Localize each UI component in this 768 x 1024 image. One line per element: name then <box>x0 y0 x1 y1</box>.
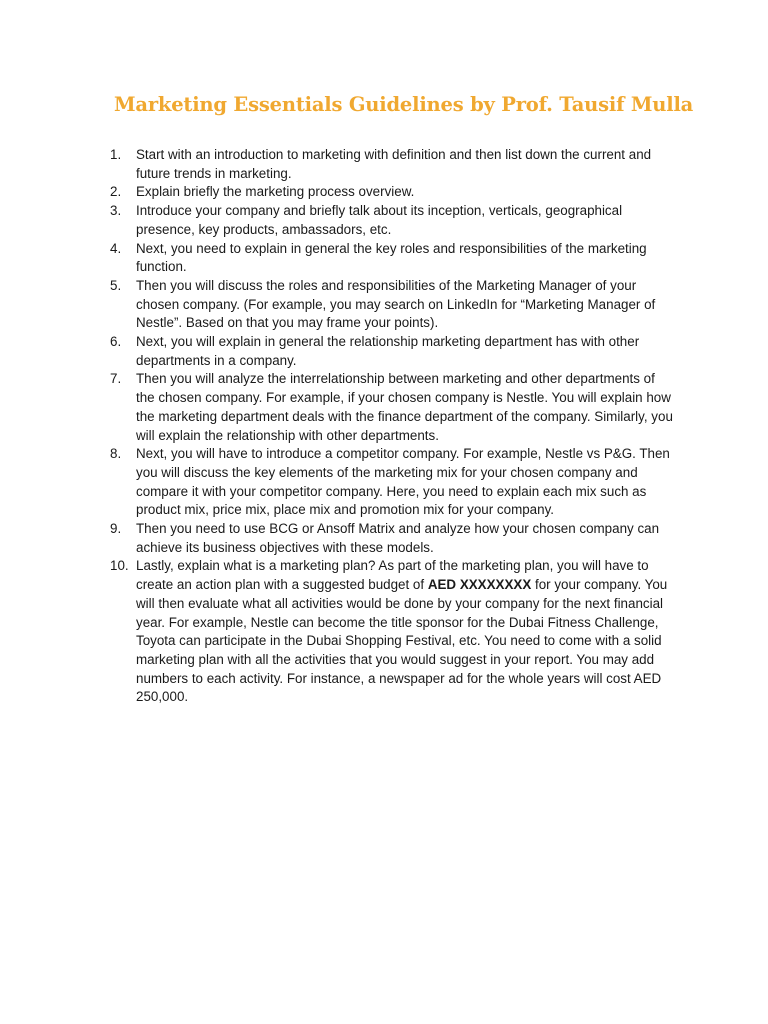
list-item <box>110 183 676 202</box>
budget-placeholder: AED XXXXXXXX <box>427 577 532 593</box>
document-title: Marketing Essentials Guidelines by Prof. Tausif Mulla <box>114 93 694 116</box>
list-item <box>110 333 676 370</box>
list-item-number: 10. <box>110 558 129 574</box>
list-item-text: Introduce your company and briefly talk about its inception, verticals, geographical presence, key products, ambassadors, etc. <box>136 203 623 237</box>
list-item-number: 3. <box>110 203 122 219</box>
list-item-number: 8. <box>110 446 122 462</box>
list-item <box>110 202 676 239</box>
list-item-text <box>136 558 667 704</box>
list-item-text: Then you need to use BCG or Ansoff Matrix and analyze how your chosen company can achieve its business objectives with these models. <box>136 521 660 555</box>
list-item-text: Explain briefly the marketing process overview. <box>136 184 415 200</box>
list-item <box>110 370 676 445</box>
list-item-number: 1. <box>110 147 122 162</box>
list-item-number: 4. <box>110 240 122 256</box>
list-item-number: 2. <box>110 184 122 200</box>
list-item <box>110 277 676 333</box>
list-item <box>110 520 676 557</box>
list-item-text-before: Lastly, explain what is a marketing plan? As part of the marketing plan, you will have to create an action plan with a suggested budget of <box>136 558 649 593</box>
list-item-text: Next, you need to explain in general the key roles and responsibilities of the marketing function. <box>136 240 647 275</box>
list-item <box>110 146 676 183</box>
list-item-number: 5. <box>110 277 122 293</box>
list-item-text: Next, you will explain in general the relationship marketing department has with other departments in a company. <box>136 334 640 368</box>
list-item <box>110 240 676 277</box>
list-item-text: Then you will analyze the interrelationship between marketing and other departments of the chosen company. For example, if your chosen company is Nestle. You will explain how the marketing department deals with the finance department of the company. Similarly, you will explain the relationship with other departments. <box>136 371 673 443</box>
list-item <box>110 445 676 520</box>
guidelines-list <box>110 146 676 707</box>
list-item-number: 9. <box>110 521 122 537</box>
list-item-text: Start with an introduction to marketing with definition and then list down the current and future trends in marketing. <box>136 147 652 181</box>
list-item-text-after: for your company. You will then evaluate what all activities would be done by your company for the next financial year. For example, Nestle can become the title sponsor for the Dubai Fitness Challenge, Toyota can participate in the Dubai Shopping Festival, etc. You need to come with a solid marketing plan with all the activities that you would suggest in your report. You may add numbers to each activity. For instance, a newspaper ad for the whole years will cost AED 250,000. <box>136 577 668 705</box>
list-item-number: 6. <box>110 334 122 350</box>
list-item <box>110 557 676 707</box>
list-item-number: 7. <box>110 371 122 387</box>
list-item-text: Then you will discuss the roles and responsibilities of the Marketing Manager of your chosen company. (For example, you may search on LinkedIn for “Marketing Manager of Nestle”. Based on that you may frame your points). <box>136 277 656 331</box>
list-item-text: Next, you will have to introduce a competitor company. For example, Nestle vs P&G. Then you will discuss the key elements of the marketing mix for your chosen company and compare it with your competitor company. Here, you need to explain each mix such as product mix, price mix, place mix and promotion mix for your company. <box>136 446 670 518</box>
